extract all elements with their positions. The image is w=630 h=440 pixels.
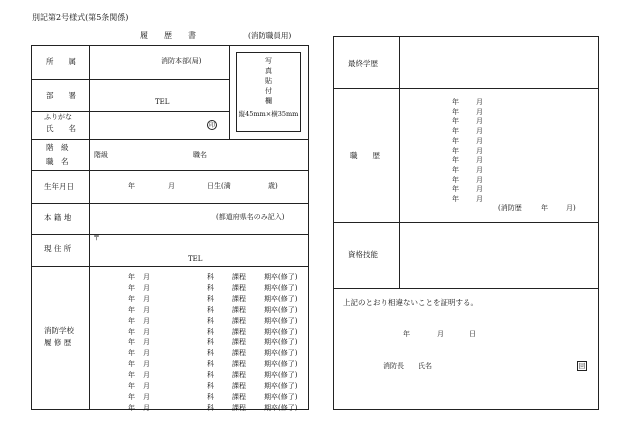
school-row-course: 課程	[232, 338, 246, 347]
rank-label: 階 級	[46, 143, 69, 152]
school-row-department: 科	[207, 338, 214, 347]
career-label: 職 歴	[350, 151, 380, 160]
photo-label-1: 写	[265, 57, 272, 65]
photo-size: 縦45mm×横35mm	[238, 110, 299, 118]
school-row-department: 科	[207, 273, 214, 281]
school-label-top: 消防学校	[44, 326, 74, 335]
school-row-year: 年	[128, 371, 135, 380]
career-row-year: 年	[452, 175, 459, 184]
career-total-month: 月)	[566, 204, 576, 212]
school-row-department: 科	[207, 360, 214, 369]
school-row-course: 課程	[232, 327, 246, 336]
row-divider	[31, 234, 309, 235]
school-row-completion: 期卒(修了)	[264, 327, 298, 336]
career-row-year: 年	[452, 195, 459, 203]
photo-region-divider	[229, 45, 230, 139]
name-label: 氏 名	[46, 124, 76, 133]
school-row-course: 課程	[232, 305, 246, 314]
domicile-label: 本 籍 地	[44, 213, 72, 222]
school-row-department: 科	[207, 327, 214, 336]
career-row-month: 月	[476, 107, 483, 116]
row-divider	[31, 170, 309, 171]
title-label: 職 名	[46, 157, 69, 166]
school-row-course: 課程	[232, 294, 246, 303]
school-row-month: 月	[143, 294, 150, 303]
postal-mark: 〒	[93, 234, 100, 242]
school-row-month: 月	[143, 382, 150, 390]
school-label-bottom: 履 修 歴	[44, 338, 72, 347]
birth-day-age: 日生(満	[207, 182, 231, 190]
row-divider	[31, 79, 229, 80]
career-row-month: 月	[476, 98, 483, 106]
school-row-month: 月	[143, 360, 150, 369]
school-row-completion: 期卒(修了)	[264, 316, 298, 325]
school-row-department: 科	[207, 283, 214, 292]
school-row-year: 年	[128, 294, 135, 303]
career-row-year: 年	[452, 98, 459, 106]
school-row-year: 年	[128, 283, 135, 292]
cert-day: 日	[469, 330, 476, 338]
career-row-month: 月	[476, 185, 483, 194]
certification-statement: 上記のとおり相違ないことを証明する。	[343, 298, 478, 307]
school-row-year: 年	[128, 327, 135, 336]
row-divider	[333, 88, 599, 89]
school-row-month: 月	[143, 327, 150, 336]
school-row-month: 月	[143, 316, 150, 325]
school-row-department: 科	[207, 371, 214, 380]
birth-year: 年	[128, 182, 135, 190]
furigana-label: ふりがな	[44, 113, 72, 121]
career-row-month: 月	[476, 165, 483, 174]
form-title-note: (消防職員用)	[248, 31, 292, 40]
career-row-month: 月	[476, 127, 483, 136]
school-row-month: 月	[143, 392, 150, 401]
school-row-year: 年	[128, 349, 135, 358]
school-row-department: 科	[207, 403, 214, 412]
left-label-divider	[89, 45, 90, 410]
school-row-department: 科	[207, 294, 214, 303]
row-divider	[31, 203, 309, 204]
school-row-year: 年	[128, 382, 135, 390]
school-row-completion: 期卒(修了)	[264, 360, 298, 369]
cert-name-label: 氏名	[418, 362, 432, 370]
education-label: 最終学歴	[348, 59, 378, 68]
department-tel: TEL	[155, 98, 170, 106]
school-row-completion: 期卒(修了)	[264, 273, 298, 281]
school-row-completion: 期卒(修了)	[264, 349, 298, 358]
school-row-month: 月	[143, 349, 150, 358]
school-row-year: 年	[128, 403, 135, 412]
row-divider	[31, 266, 309, 267]
career-row-month: 月	[476, 175, 483, 184]
career-row-month: 月	[476, 195, 483, 203]
school-row-course: 課程	[232, 371, 246, 380]
school-row-month: 月	[143, 283, 150, 292]
photo-label-5: 欄	[265, 97, 272, 105]
school-row-course: 課程	[232, 283, 246, 292]
birth-month: 月	[168, 182, 175, 190]
address-label: 現 住 所	[44, 244, 72, 253]
school-row-completion: 期卒(修了)	[264, 294, 298, 303]
row-divider	[333, 222, 599, 223]
row-divider	[333, 288, 599, 289]
school-row-department: 科	[207, 305, 214, 314]
school-row-completion: 期卒(修了)	[264, 371, 298, 380]
photo-box	[236, 52, 301, 132]
row-divider	[31, 111, 229, 112]
school-row-year: 年	[128, 360, 135, 369]
photo-label-3: 貼	[265, 77, 272, 85]
school-row-completion: 期卒(修了)	[264, 392, 298, 401]
school-row-month: 月	[143, 403, 150, 412]
address-tel: TEL	[188, 255, 203, 263]
school-row-month: 月	[143, 371, 150, 380]
photo-label-4: 付	[265, 87, 272, 95]
school-row-year: 年	[128, 305, 135, 314]
career-total-year: 年	[541, 204, 548, 212]
right-panel	[333, 36, 599, 410]
career-row-year: 年	[452, 185, 459, 194]
title-field: 職名	[193, 151, 207, 159]
school-row-course: 課程	[232, 382, 246, 390]
form-reference: 別記第2号様式(第5条関係)	[32, 13, 129, 22]
qualifications-label: 資格技能	[348, 250, 378, 259]
department-label: 部 署	[46, 91, 76, 100]
school-row-department: 科	[207, 316, 214, 325]
school-row-course: 課程	[232, 392, 246, 401]
row-divider	[31, 139, 309, 140]
fire-chief-label: 消防長	[383, 362, 404, 370]
birth-age-close: 歳)	[268, 182, 278, 190]
school-row-month: 月	[143, 338, 150, 347]
school-row-completion: 期卒(修了)	[264, 305, 298, 314]
rank-field: 階級	[94, 151, 108, 159]
career-row-month: 月	[476, 136, 483, 145]
seal-mark: 印	[208, 122, 215, 129]
career-row-month: 月	[476, 146, 483, 155]
career-row-year: 年	[452, 127, 459, 136]
school-row-year: 年	[128, 338, 135, 347]
cert-month: 月	[437, 330, 444, 338]
school-row-completion: 期卒(修了)	[264, 338, 298, 347]
school-row-course: 課程	[232, 403, 246, 412]
school-row-year: 年	[128, 392, 135, 401]
school-row-department: 科	[207, 382, 214, 390]
school-row-department: 科	[207, 392, 214, 401]
career-row-year: 年	[452, 136, 459, 145]
career-row-year: 年	[452, 156, 459, 165]
photo-label-2: 真	[265, 67, 272, 75]
career-row-year: 年	[452, 107, 459, 116]
affiliation-value: 消防本部(局)	[161, 57, 202, 65]
school-row-completion: 期卒(修了)	[264, 283, 298, 292]
school-row-completion: 期卒(修了)	[264, 382, 298, 390]
affiliation-label: 所 属	[46, 57, 76, 66]
school-row-department: 科	[207, 349, 214, 358]
career-row-month: 月	[476, 117, 483, 126]
school-row-course: 課程	[232, 349, 246, 358]
school-row-month: 月	[143, 273, 150, 281]
school-row-year: 年	[128, 273, 135, 281]
career-row-month: 月	[476, 156, 483, 165]
cert-year: 年	[403, 330, 410, 338]
school-row-completion: 期卒(修了)	[264, 403, 298, 412]
school-row-course: 課程	[232, 360, 246, 369]
career-total-prefix: (消防歴	[498, 204, 522, 212]
school-row-year: 年	[128, 316, 135, 325]
square-seal-mark: 回	[578, 362, 586, 370]
school-row-month: 月	[143, 305, 150, 314]
form-title: 履 歴 書	[140, 31, 196, 40]
right-label-divider	[399, 36, 400, 288]
school-row-course: 課程	[232, 316, 246, 325]
career-row-year: 年	[452, 117, 459, 126]
career-row-year: 年	[452, 146, 459, 155]
school-row-course: 課程	[232, 273, 246, 281]
birthdate-label: 生年月日	[44, 182, 74, 191]
career-row-year: 年	[452, 165, 459, 174]
domicile-note: (都道府県名のみ記入)	[216, 213, 285, 221]
